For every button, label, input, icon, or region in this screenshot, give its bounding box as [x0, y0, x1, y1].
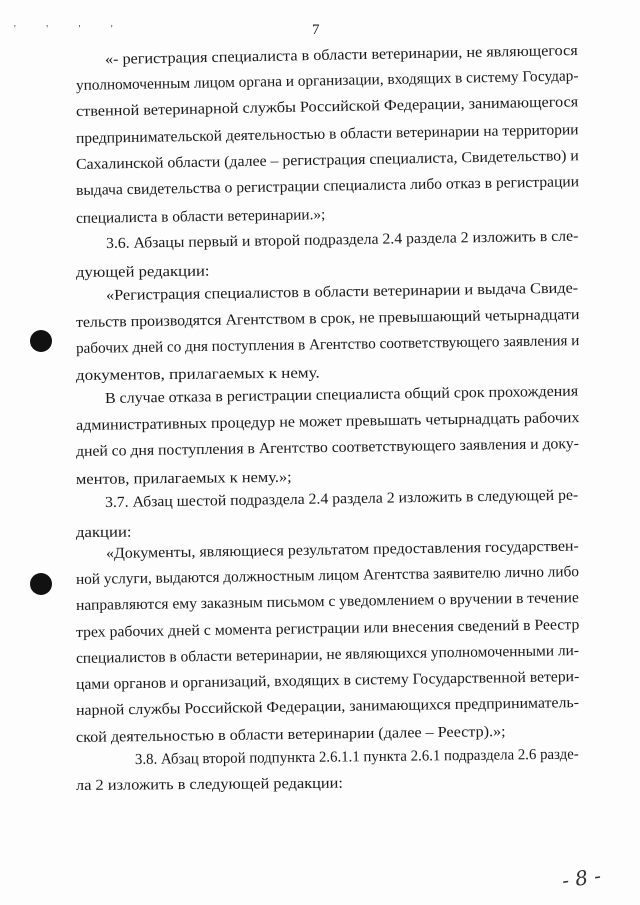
- text-line: Сахалинской области (далее – регистрация специалиста, Свидетельство) и: [75, 147, 579, 173]
- text-line: ственной ветеринарной службы Российской Федерации, занимающегося: [75, 93, 579, 120]
- text-line: «- регистрация специалиста в области ветеринарии, не являющегося: [104, 41, 578, 68]
- text-line: цами органов и организаций, входящих в систему Государственной ветери-: [75, 668, 580, 693]
- punch-hole: [30, 573, 52, 595]
- text-line: направляются ему заказным письмом с уведомлением о вручении в течение: [75, 589, 579, 614]
- text-line: административных процедур не может превышать четырнадцать рабочих: [75, 409, 580, 434]
- text-line: рабочих дней со дня поступления в Агентство соответствующего заявления и: [75, 332, 580, 357]
- text-line: «Документы, являющиеся результатом предоставления государствен-: [105, 537, 579, 562]
- text-line: специалиста в области ветеринарии.»;: [75, 206, 326, 227]
- text-line: нарной службы Российской Федерации, занимающихся предприниматель-: [75, 694, 580, 719]
- scan-corner-marks: ' ' ' ': [14, 24, 127, 35]
- text-line: трех рабочих дней с момента регистрации или внесения сведений в Реестр: [75, 616, 580, 641]
- text-line: 3.8. Абзац второй подпункта 2.6.1.1 пункта 2.6.1 подраздела 2.6 разде-: [134, 745, 579, 768]
- text-line: В случае отказа в регистрации специалиста общий срок прохождения: [104, 382, 579, 407]
- text-line: дующей редакции:: [75, 262, 210, 281]
- text-line: ла 2 изложить в следующей редакции:: [75, 774, 344, 794]
- text-line: документов, прилагаемых к нему.: [75, 364, 320, 384]
- text-line: «Регистрация специалистов в области ветеринарии и выдача Свиде-: [105, 279, 579, 304]
- text-line: 3.7. Абзац шестой подраздела 2.4 раздела 2 изложить в следующей ре-: [104, 486, 579, 511]
- text-line: предпринимательской деятельностью в области ветеринарии на территории: [75, 121, 579, 147]
- text-line: специалистов в области ветеринарии, не являющихся уполномоченными ли-: [75, 642, 580, 667]
- text-line: уполномоченным лицом органа и организации, входящих в систему Государ-: [75, 67, 579, 94]
- text-line: ной услуги, выдаются должностным лицом Агентства заявителю лично либо: [75, 563, 580, 588]
- text-line: тельств производятся Агентством в срок, не превышающий четырнадцати: [75, 306, 580, 331]
- text-line: выдача свидетельства о регистрации специалиста либо отказ в регистрации: [75, 173, 580, 199]
- page-number: 7: [312, 22, 320, 38]
- text-line: ментов, прилагаемых к нему.»;: [75, 468, 292, 488]
- text-line: дакции:: [75, 523, 132, 541]
- text-line: дней со дня поступления в Агентство соответствующего заявления и доку-: [75, 435, 579, 460]
- handwritten-page-mark: - 8 -: [560, 863, 603, 893]
- punch-hole: [30, 330, 52, 352]
- text-line: ской деятельностью в области ветеринарии (далее – Реестр).»;: [75, 723, 506, 746]
- text-line: 3.6. Абзацы первый и второй подраздела 2.4 раздела 2 изложить в сле-: [105, 227, 579, 252]
